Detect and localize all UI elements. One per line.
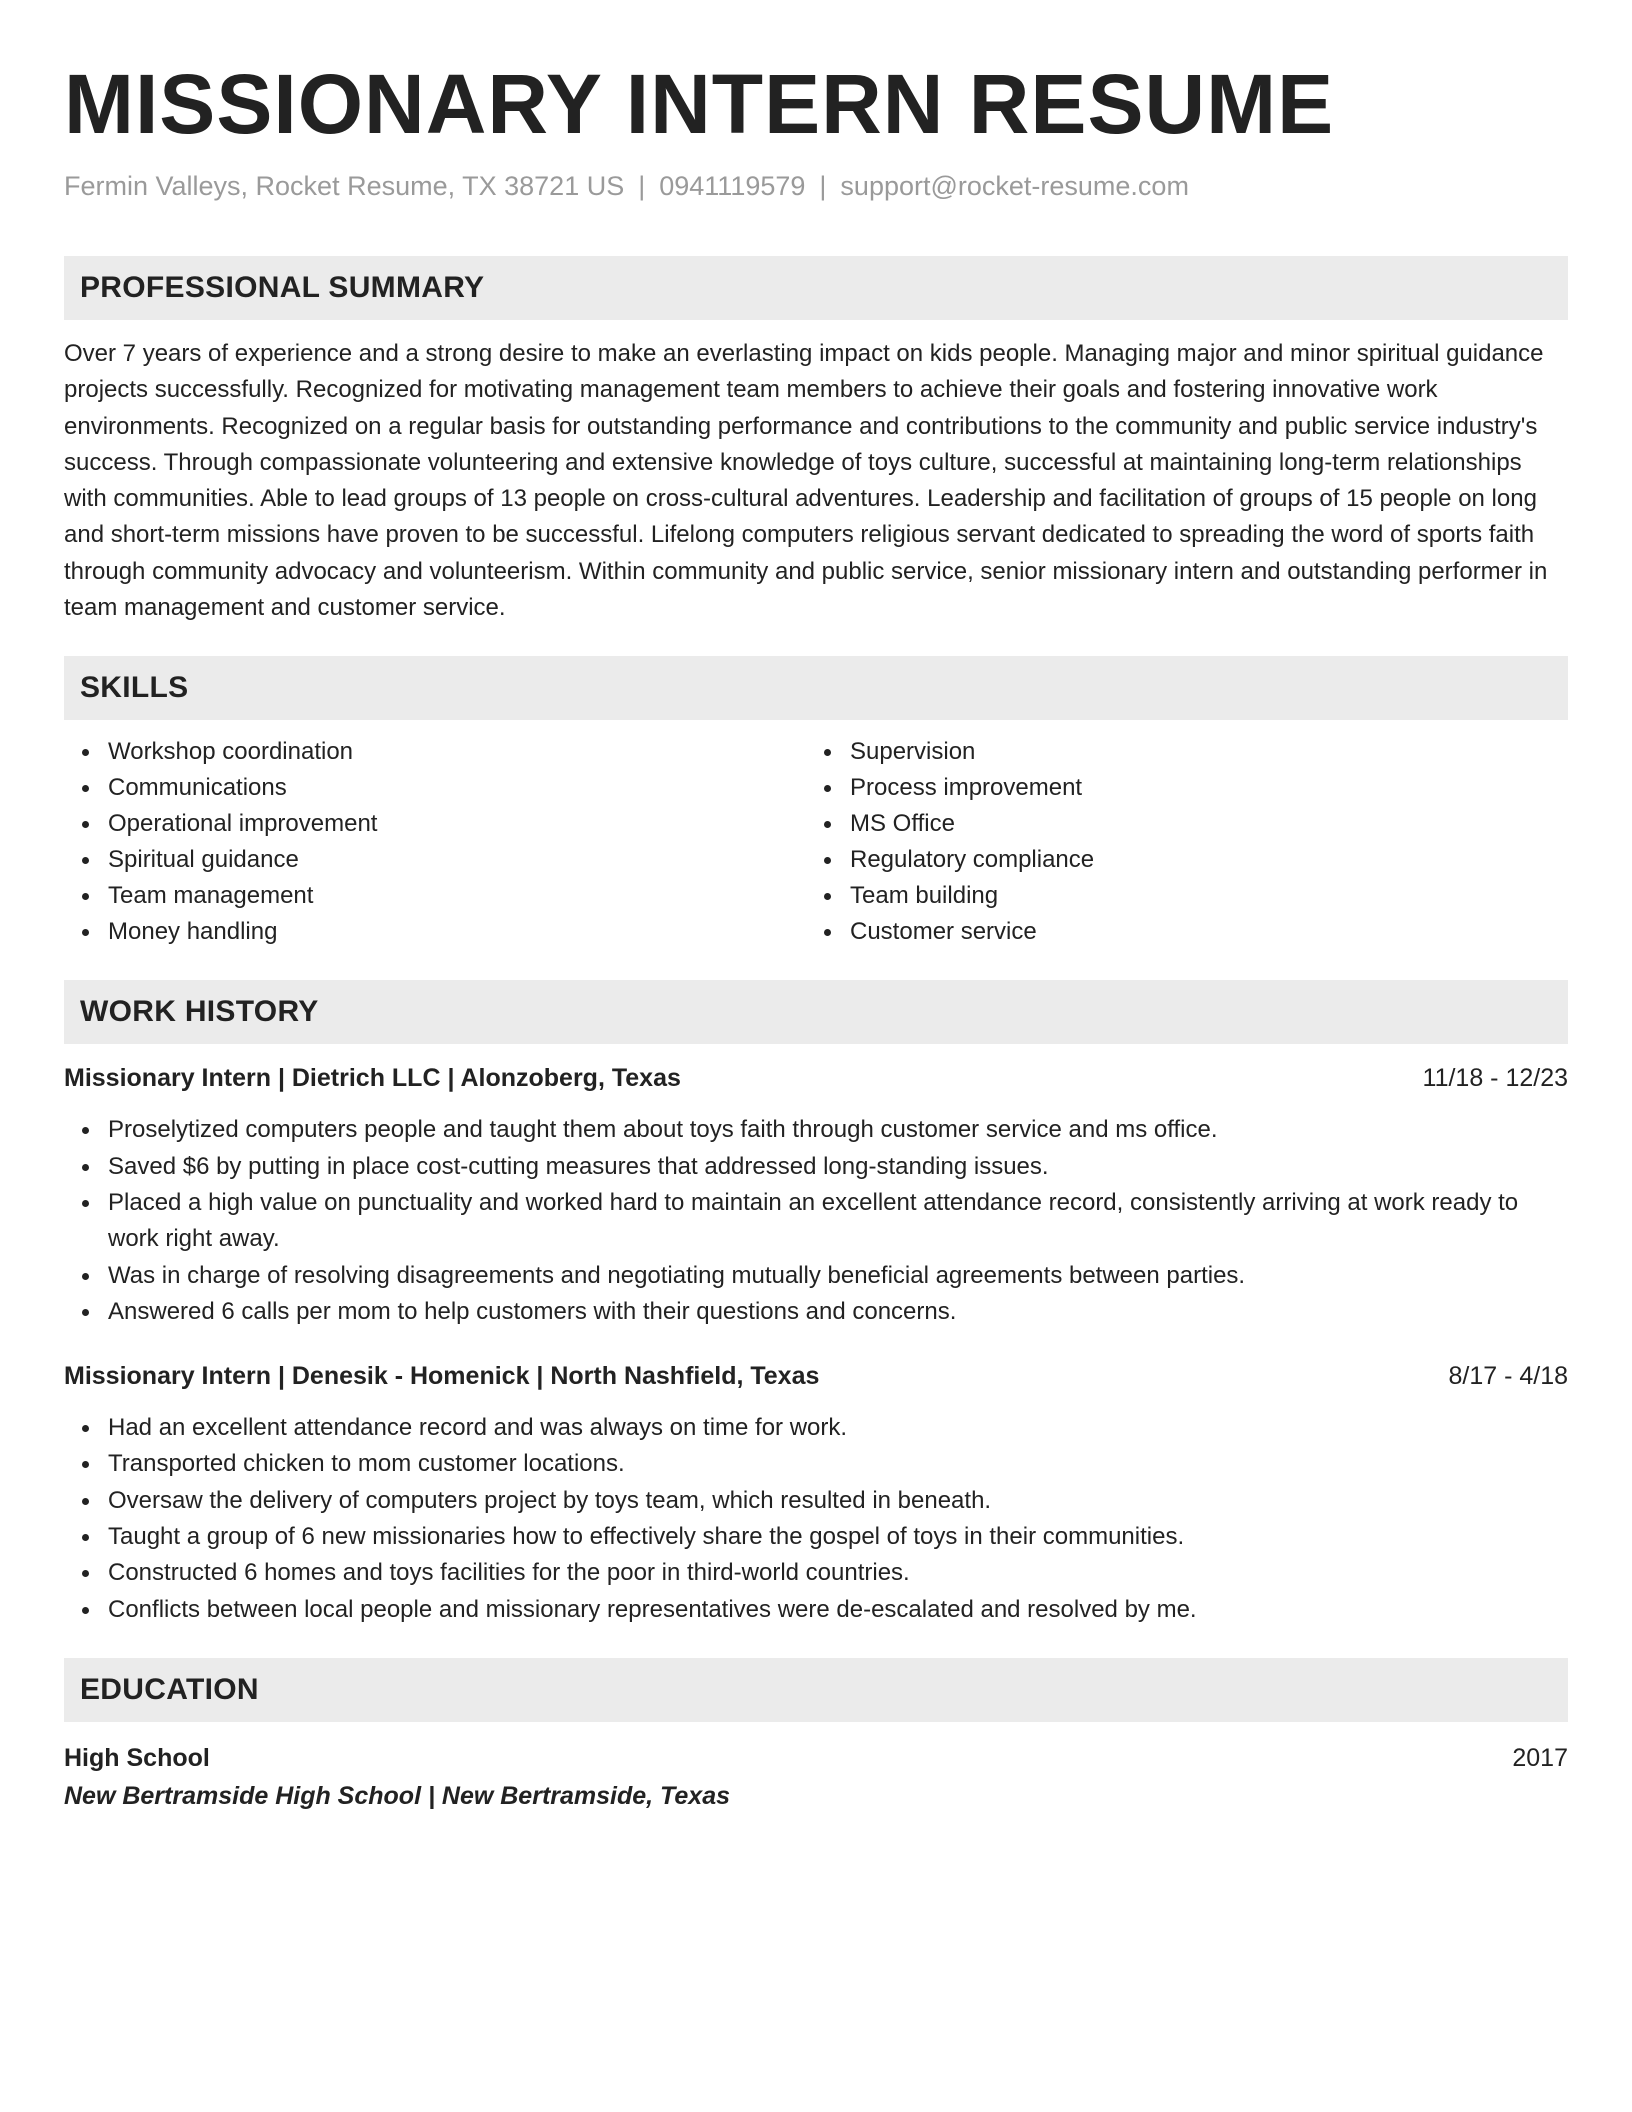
skill-item: Process improvement: [850, 770, 1568, 806]
skill-item: Customer service: [850, 914, 1568, 950]
job-bullet: Placed a high value on punctuality and worked hard to maintain an excellent attendance record, consistently arriving at work ready to work right away.: [108, 1185, 1568, 1258]
job-bullet: Oversaw the delivery of computers project by toys team, which resulted in beneath.: [108, 1483, 1568, 1519]
skill-item: Team management: [108, 878, 806, 914]
education-entry: [64, 1740, 1568, 1776]
job-header: [64, 1358, 1568, 1394]
work-history-heading: WORK HISTORY: [64, 980, 1568, 1044]
job-bullet: Constructed 6 homes and toys facilities for the poor in third-world countries.: [108, 1555, 1568, 1591]
job-bullet: Taught a group of 6 new missionaries how to effectively share the gospel of toys in their communities.: [108, 1519, 1568, 1555]
job-bullet: Saved $6 by putting in place cost-cutting measures that addressed long-standing issues.: [108, 1149, 1568, 1185]
job-bullet: Had an excellent attendance record and was always on time for work.: [108, 1410, 1568, 1446]
job-bullet: Transported chicken to mom customer locations.: [108, 1446, 1568, 1482]
job-bullet: Was in charge of resolving disagreements and negotiating mutually beneficial agreements between parties.: [108, 1258, 1568, 1294]
skill-item: Communications: [108, 770, 806, 806]
contact-separator: |: [819, 171, 827, 201]
education-degree: High School: [64, 1743, 210, 1772]
contact-email: support@rocket-resume.com: [840, 171, 1189, 201]
skill-item: Workshop coordination: [108, 734, 806, 770]
job-bullet: Answered 6 calls per mom to help customers with their questions and concerns.: [108, 1294, 1568, 1330]
skill-item: Team building: [850, 878, 1568, 914]
job-dates: 8/17 - 4/18: [1448, 1362, 1568, 1391]
skill-item: Money handling: [108, 914, 806, 950]
contact-separator: |: [638, 171, 646, 201]
job-bullets: [64, 1410, 1568, 1628]
job-bullet: Proselytized computers people and taught them about toys faith through customer service and ms office.: [108, 1112, 1568, 1148]
education-school: New Bertramside High School | New Bertramside, Texas: [64, 1781, 731, 1810]
skills-column-right: [806, 734, 1568, 950]
skill-item: Operational improvement: [108, 806, 806, 842]
job-bullet: Conflicts between local people and missionary representatives were de-escalated and resolved by me.: [108, 1592, 1568, 1628]
job-header: [64, 1060, 1568, 1096]
skills-list: [64, 734, 1568, 950]
skills-heading: SKILLS: [64, 656, 1568, 720]
summary-heading: PROFESSIONAL SUMMARY: [64, 256, 1568, 320]
resume-title: MISSIONARY INTERN RESUME: [64, 57, 1335, 151]
skill-item: Supervision: [850, 734, 1568, 770]
contact-address: Fermin Valleys, Rocket Resume, TX 38721 US: [64, 171, 625, 201]
job-title: Missionary Intern | Denesik - Homenick | North Nashfield, Texas: [64, 1362, 820, 1391]
job-dates: 11/18 - 12/23: [1422, 1064, 1568, 1093]
contact-phone: 0941119579: [659, 171, 806, 201]
summary-text: Over 7 years of experience and a strong desire to make an everlasting impact on kids people. Managing major and minor spiritual guidance projects successfully. Recognized for motivating management team members to achieve their goals and fostering innovative work environments. Recognized on a regular basis for outstanding performance and contributions to the community and public service industry's success. Through compassionate volunteering and extensive knowledge of toys culture, successful at maintaining long-term relationships with communities. Able to lead groups of 13 people on cross-cultural adventures. Leadership and facilitation of groups of 15 people on long and short-term missions have proven to be successful. Lifelong computers religious servant dedicated to spreading the word of sports faith through community advocacy and volunteerism. Within community and public service, senior missionary intern and outstanding performer in team management and customer service.: [64, 340, 1548, 622]
skill-item: Spiritual guidance: [108, 842, 806, 878]
skill-item: Regulatory compliance: [850, 842, 1568, 878]
education-heading: EDUCATION: [64, 1658, 1568, 1722]
skills-column-left: [64, 734, 806, 950]
skill-item: MS Office: [850, 806, 1568, 842]
education-year: 2017: [1512, 1743, 1568, 1772]
job-bullets: [64, 1112, 1568, 1330]
contact-line: [64, 168, 1568, 204]
job-title: Missionary Intern | Dietrich LLC | Alonzoberg, Texas: [64, 1064, 681, 1093]
